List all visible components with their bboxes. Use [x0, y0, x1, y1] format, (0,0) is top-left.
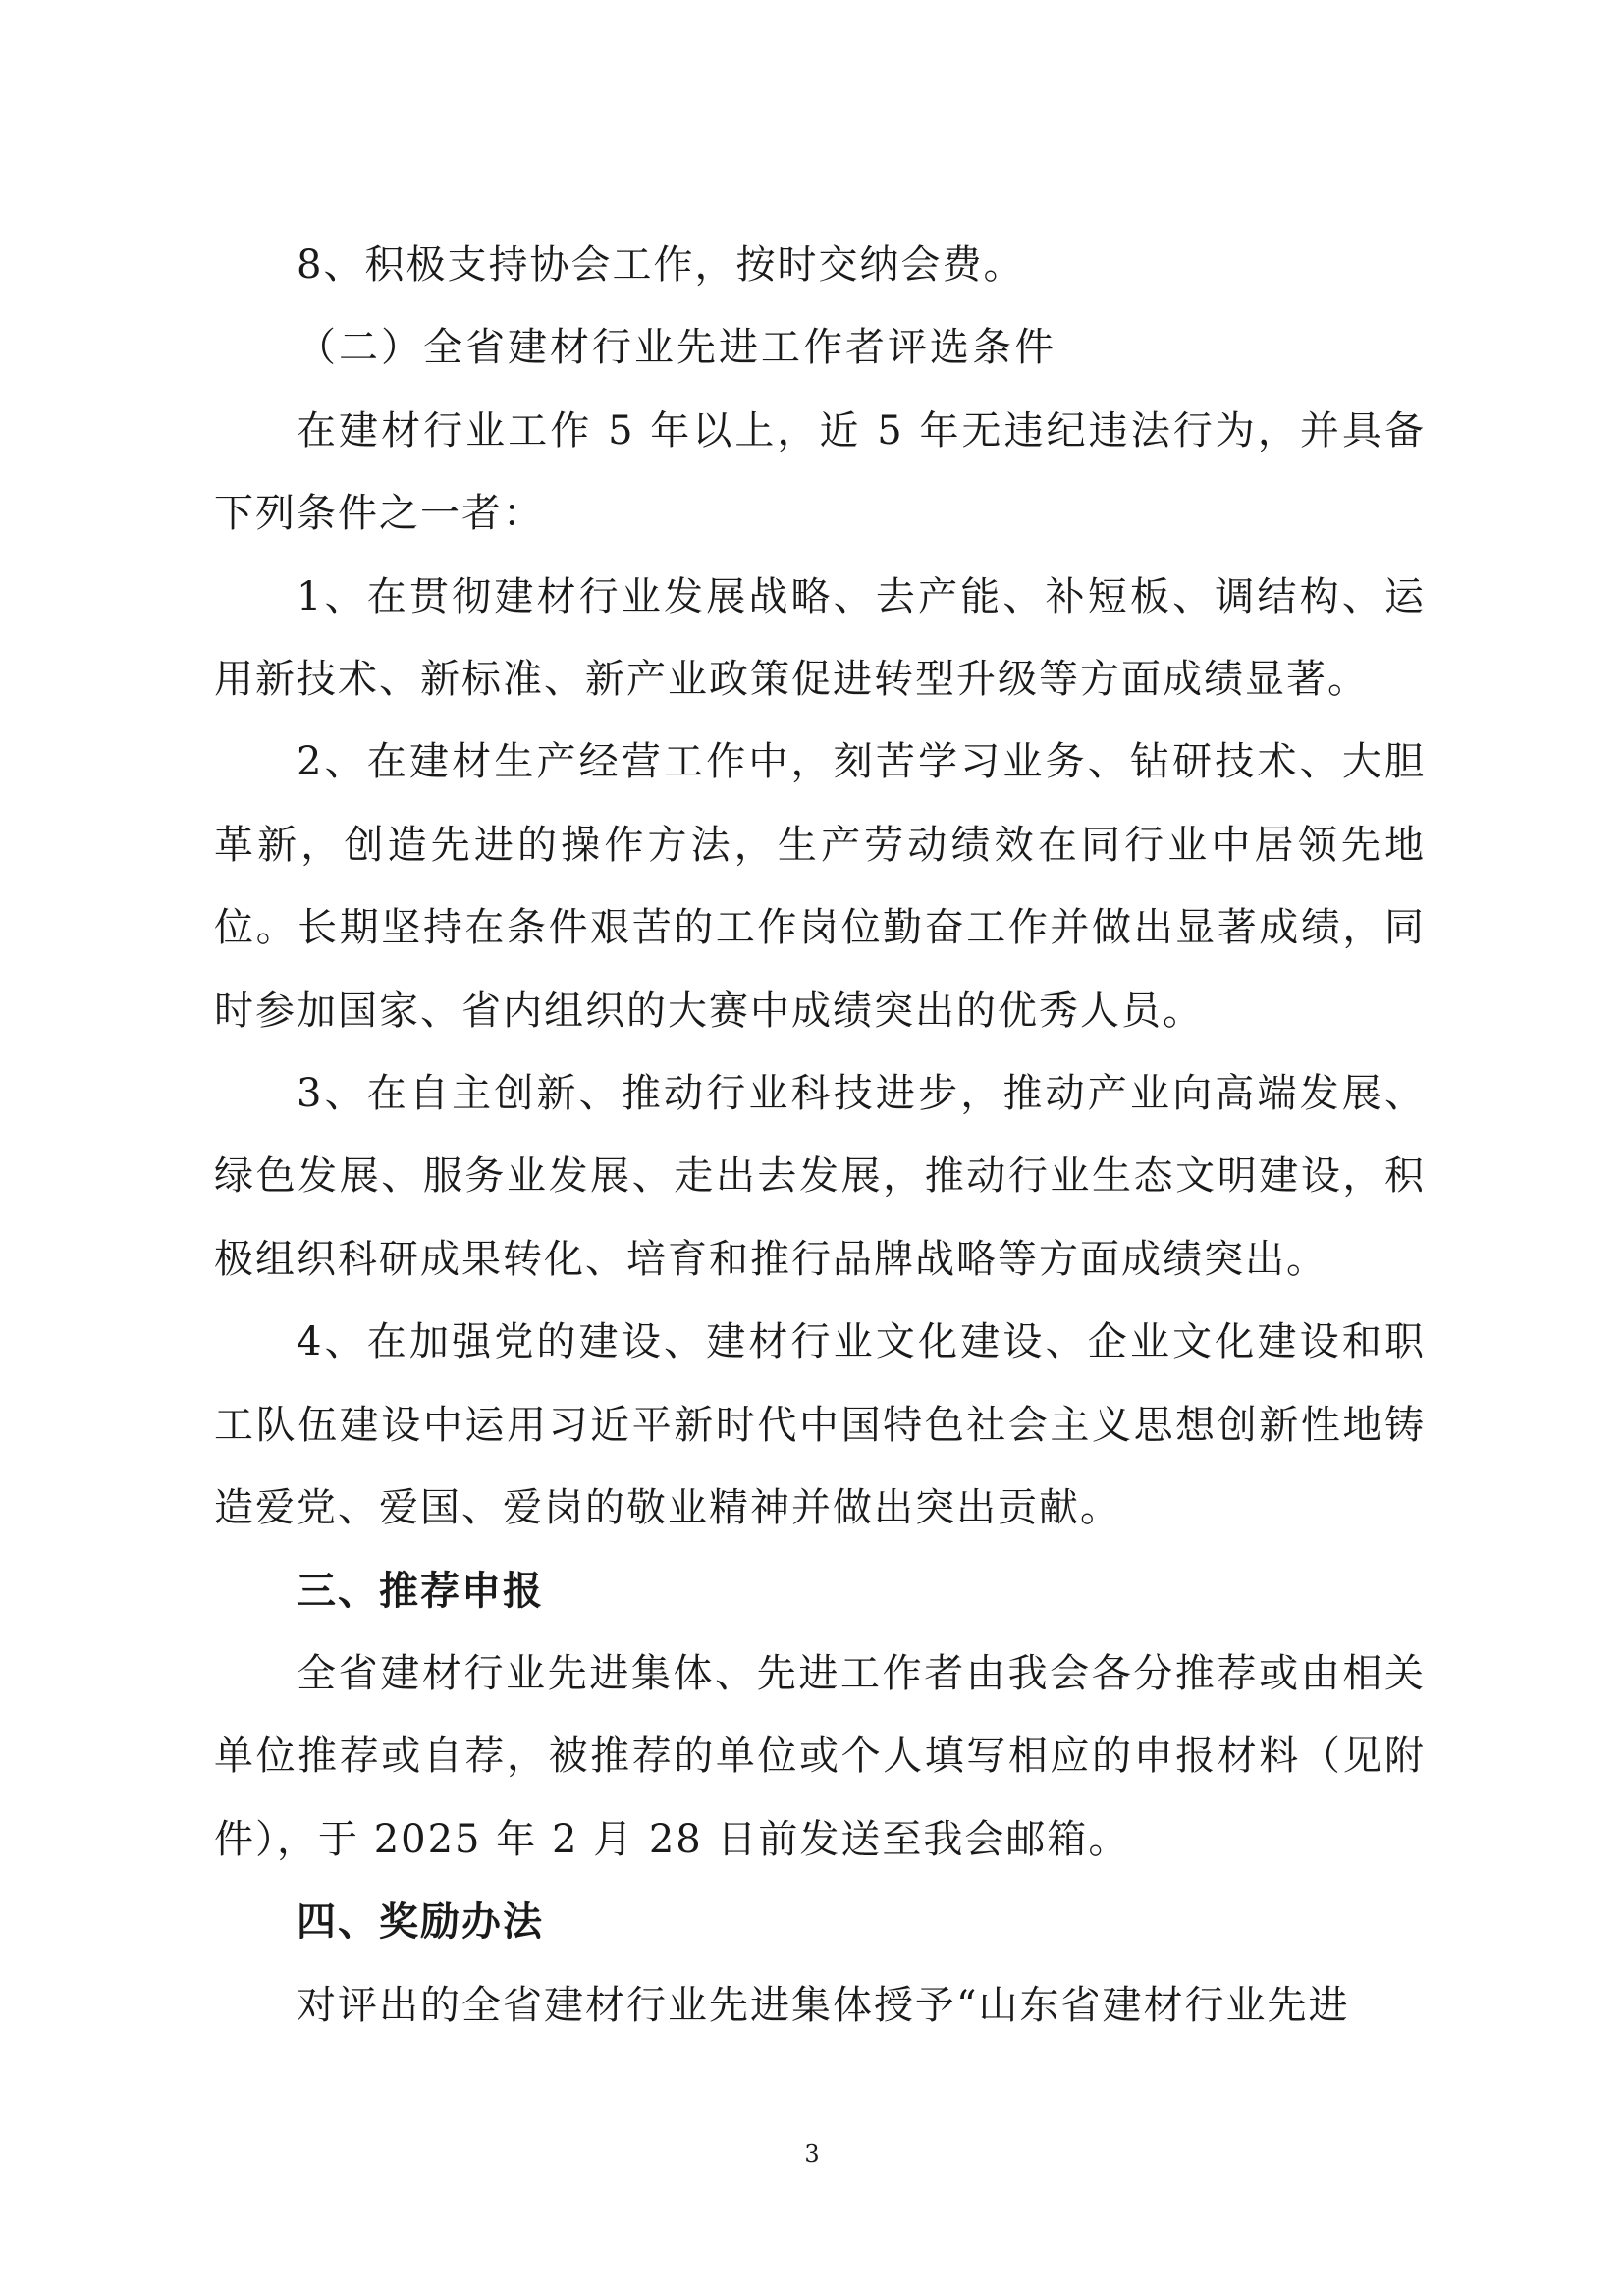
condition-4-paragraph: 4、在加强党的建设、建材行业文化建设、企业文化建设和职工队伍建设中运用习近平新时代中国特色社会主义思想创新性地铸造爱党、爱国、爱岗的敬业精神并做出突出贡献。 — [214, 1319, 1426, 1531]
section-2-intro: 在建材行业工作 5 年以上，近 5 年无违纪违法行为，并具备下列条件之一者： — [214, 407, 1426, 537]
condition-2-paragraph: 2、在建材生产经营工作中，刻苦学习业务、钻研技术、大胆革新，创造先进的操作方法，生产劳动绩效在同行业中居领先地位。长期坚持在条件艰苦的工作岗位勤奋工作并做出显著成绩，同时参加国家、省内组织的大赛中成绩突出的优秀人员。 — [214, 739, 1426, 1034]
section-3-body: 全省建材行业先进集体、先进工作者由我会各分推荐或由相关单位推荐或自荐，被推荐的单位或个人填写相应的申报材料（见附件），于 2025 年 2 月 28 日前发送至我会邮箱。 — [214, 1650, 1426, 1862]
document-body — [214, 224, 1426, 2047]
condition-1-paragraph: 1、在贯彻建材行业发展战略、去产能、补短板、调结构、运用新技术、新标准、新产业政策促进转型升级等方面成绩显著。 — [214, 573, 1426, 703]
section-4-title: 四、奖励办法 — [297, 1899, 544, 1946]
item-8-paragraph: 8、积极支持协会工作，按时交纳会费。 — [297, 242, 1025, 288]
section-4-body: 对评出的全省建材行业先进集体授予“山东省建材行业先进 — [297, 1982, 1350, 2028]
condition-3-paragraph: 3、在自主创新、推动行业科技进步，推动产业向高端发展、绿色发展、服务业发展、走出去发展，推动行业生态文明建设，积极组织科研成果转化、培育和推行品牌战略等方面成绩突出。 — [214, 1071, 1426, 1282]
section-3-title: 三、推荐申报 — [297, 1568, 544, 1614]
section-2-title: （二）全省建材行业先进工作者评选条件 — [297, 325, 1056, 371]
page-number: 3 — [804, 2140, 820, 2167]
